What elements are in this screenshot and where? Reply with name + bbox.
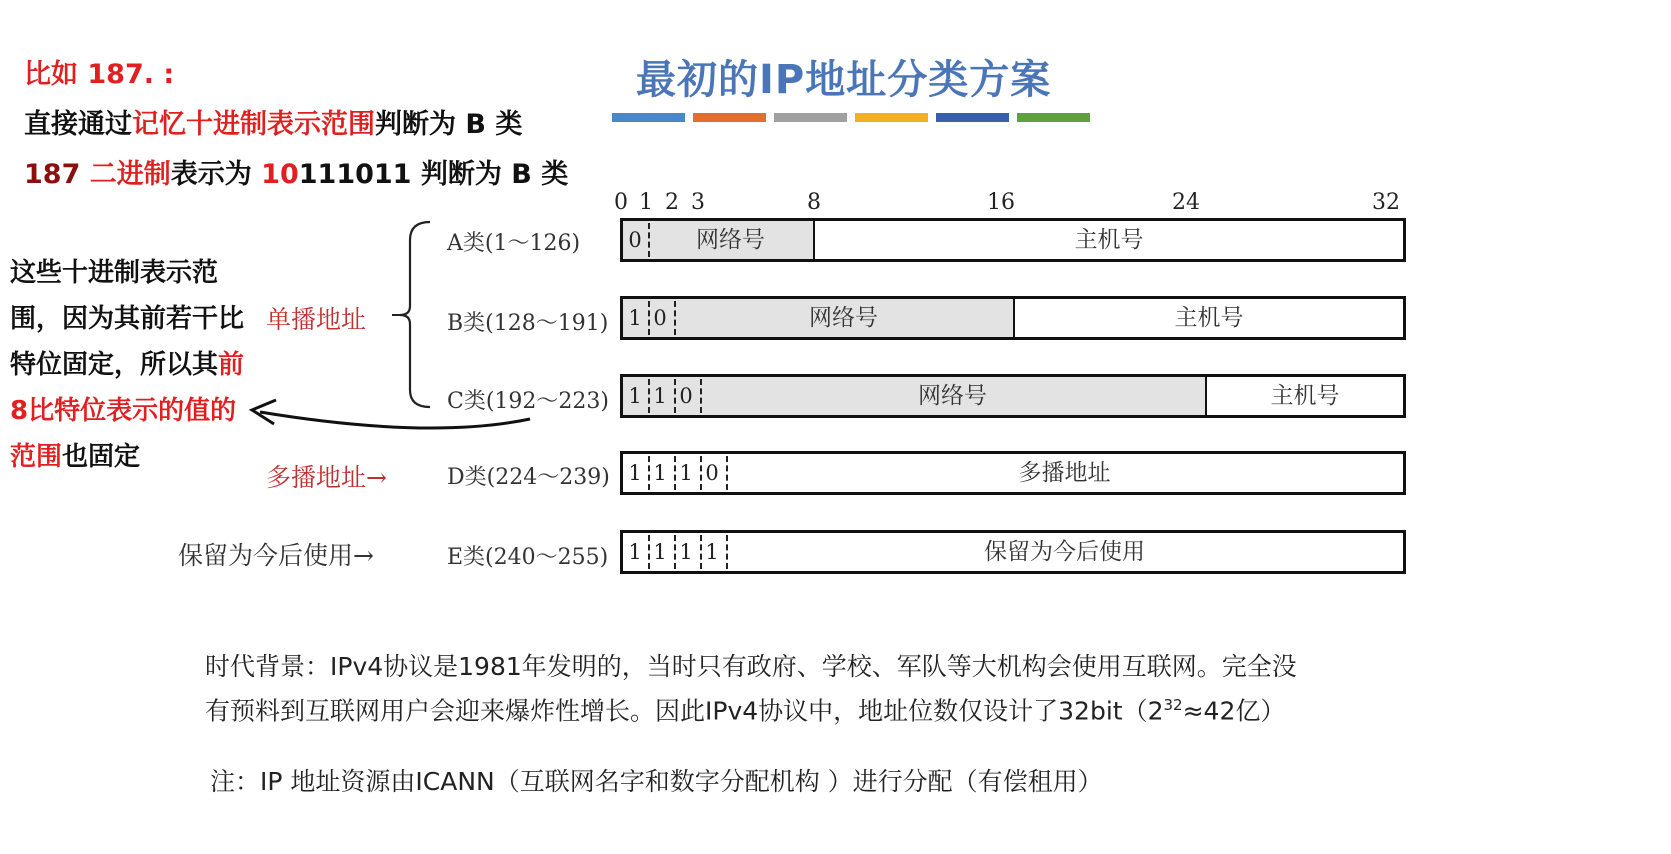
class-c-network: 网络号 (918, 383, 987, 409)
icann-note: 注：IP 地址资源由ICANN（互联网名字和数字分配机构 ）进行分配（有偿租用） (210, 767, 1103, 796)
bit-1: 1 (639, 190, 653, 215)
class-d-bit-3: 1 (679, 461, 693, 485)
class-c-host: 主机号 (1270, 383, 1340, 409)
class-b-network: 网络号 (809, 305, 878, 331)
diagram-title: 最初的IP地址分类方案 (636, 57, 1052, 103)
class-e-label: E类(240～255) (447, 545, 609, 570)
class-d-field: 多播地址 (1018, 460, 1111, 486)
class-a-bit-1: 0 (628, 228, 642, 252)
class-b-row (620, 296, 1406, 340)
bit-24: 24 (1172, 190, 1200, 215)
decimal-range-line: 直接通过记忆十进制表示范围判断为 B 类 (24, 109, 523, 140)
bit-32: 32 (1372, 190, 1400, 215)
example-line: 比如 187. : (24, 59, 175, 90)
class-c-bit-1: 1 (628, 384, 642, 408)
class-c-row (620, 374, 1406, 418)
class-d-label: D类(224～239) (447, 465, 610, 490)
class-d-bit-1: 1 (628, 461, 642, 485)
class-b-bit-1: 1 (628, 306, 642, 330)
class-a-label: A类(1～126) (447, 231, 581, 256)
class-d-bit-4: 0 (705, 461, 719, 485)
reserved-label: 保留为今后使用→ (178, 541, 374, 570)
class-c-label: C类(192～223) (447, 389, 609, 414)
class-b-host: 主机号 (1174, 305, 1244, 331)
bit-3: 3 (691, 190, 705, 215)
bit-0: 0 (614, 190, 628, 215)
side-note: 这些十进制表示范围，因为其前若干比特位固定，所以其前8比特位表示的值的范围也固定 (10, 258, 245, 472)
background-text (205, 648, 1297, 730)
background-line-2: 有预料到互联网用户会迎来爆炸性增长。因此IPv4协议中，地址位数仅设计了$32bit(2^{32}\approx 42$亿） (205, 696, 1286, 726)
bit-16: 16 (987, 190, 1015, 215)
multicast-label: 多播地址→ (266, 463, 387, 492)
unicast-label: 单播地址 (266, 305, 367, 334)
class-c-bit-3: 0 (679, 384, 693, 408)
class-a-network: 网络号 (696, 227, 765, 253)
class-e-bit-1: 1 (628, 540, 642, 564)
class-e-field: 保留为今后使用 (984, 539, 1145, 565)
binary-line: 187 二进制表示为 10111011 判断为 B 类 (24, 159, 569, 190)
class-d-row (620, 451, 1406, 495)
bit-8: 8 (807, 190, 821, 215)
class-e-bit-2: 1 (653, 540, 667, 564)
bit-2: 2 (665, 190, 679, 215)
class-d-bit-2: 1 (653, 461, 667, 485)
class-e-bit-3: 1 (679, 540, 693, 564)
class-a-row (620, 218, 1406, 262)
class-a-host: 主机号 (1074, 227, 1144, 253)
class-b-label: B类(128～191) (447, 311, 609, 336)
unicast-brace (400, 222, 430, 407)
class-c-bit-2: 1 (653, 384, 667, 408)
class-b-bit-2: 0 (653, 306, 667, 330)
background-line-1: 时代背景：IPv4协议是1981年发明的，当时只有政府、学校、军队等大机构会使用互联网。完全没 (205, 652, 1297, 681)
class-e-row (620, 530, 1406, 574)
class-e-bit-4: 1 (705, 540, 719, 564)
